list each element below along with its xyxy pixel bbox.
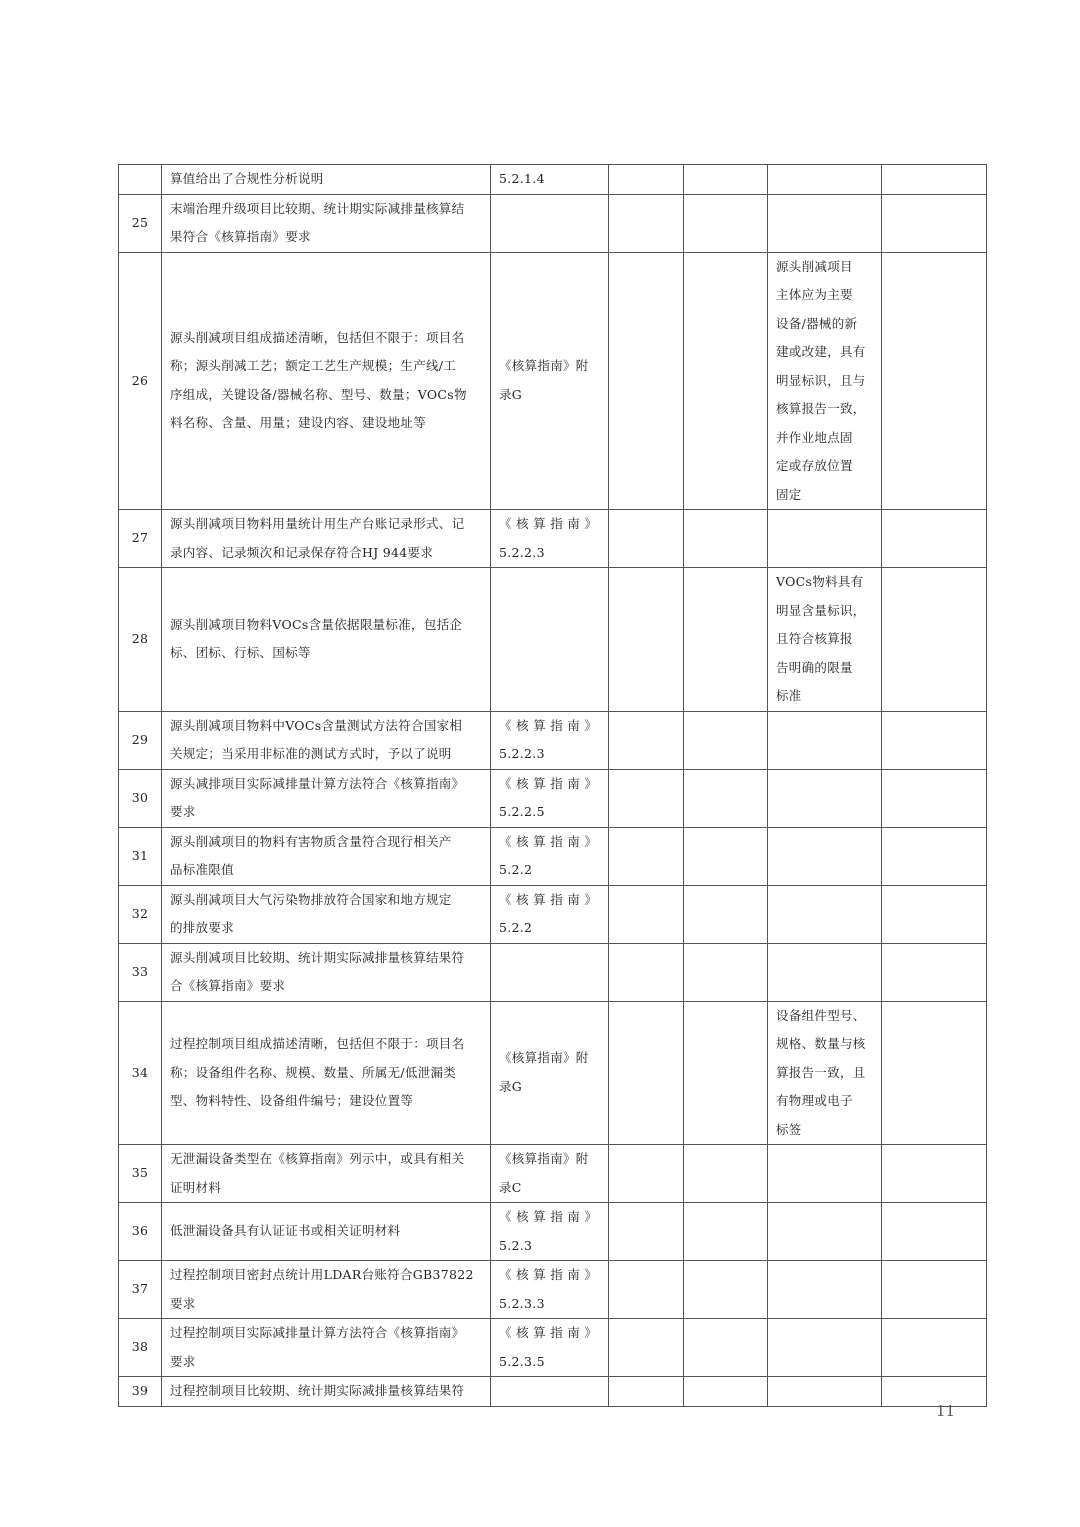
empty-cell xyxy=(609,1377,684,1407)
note-cell xyxy=(768,165,882,195)
reference-cell xyxy=(491,943,609,1001)
item-cell-text: 源头减排项目实际减排量计算方法符合《核算指南》 要求 xyxy=(170,775,465,819)
item-cell xyxy=(162,1203,491,1261)
empty-cell xyxy=(684,568,768,712)
reference-cell xyxy=(491,711,609,769)
row-number-cell-text: 31 xyxy=(131,847,149,863)
empty-cell xyxy=(684,1203,768,1261)
row-number-cell-text: 34 xyxy=(131,1064,149,1080)
note-cell-text: 设备组件型号、 规格、数量与核 算报告一致，且 有物理或电子 标签 xyxy=(776,1007,866,1137)
empty-cell xyxy=(882,769,987,827)
empty-cell xyxy=(609,1319,684,1377)
item-cell-text: 源头削减项目大气污染物排放符合国家和地方规定 的排放要求 xyxy=(170,891,452,935)
empty-cell xyxy=(609,827,684,885)
empty-cell xyxy=(882,711,987,769)
empty-cell xyxy=(609,1261,684,1319)
reference-cell-text: 《 核 算 指 南 》 5.2.2 xyxy=(499,891,598,935)
row-number-cell-text: 36 xyxy=(131,1223,149,1239)
page-number: 11 xyxy=(936,1402,956,1420)
empty-cell xyxy=(609,711,684,769)
row-number-cell-text: 29 xyxy=(131,731,149,747)
empty-cell xyxy=(609,1203,684,1261)
empty-cell xyxy=(882,1261,987,1319)
note-cell xyxy=(768,1145,882,1203)
reference-cell-text: 《 核 算 指 南 》 5.2.3 xyxy=(499,1209,598,1253)
reference-cell xyxy=(491,568,609,712)
note-cell xyxy=(768,1377,882,1407)
empty-cell xyxy=(609,165,684,195)
reference-cell-text: 《 核 算 指 南 》 5.2.3.5 xyxy=(499,1325,598,1369)
empty-cell xyxy=(684,194,768,252)
item-cell-text: 源头削减项目组成描述清晰，包括但不限于：项目名 称；源头削减工艺；额定工艺生产规模；生产线/工 序组成，关键设备/器械名称、型号、数量；VOCs物 料名称、含量、用量；建设内容、建设地址等 xyxy=(170,329,467,431)
row-number-cell-text: 27 xyxy=(131,530,149,546)
item-cell xyxy=(162,885,491,943)
empty-cell xyxy=(882,568,987,712)
reference-cell-text: 《 核 算 指 南 》 5.2.3.3 xyxy=(499,1267,598,1311)
empty-cell xyxy=(684,711,768,769)
item-cell xyxy=(162,568,491,712)
item-cell xyxy=(162,711,491,769)
row-number-cell xyxy=(119,510,162,568)
row-number-cell xyxy=(119,943,162,1001)
reference-cell-text: 《 核 算 指 南 》 5.2.2.5 xyxy=(499,775,598,819)
table-row xyxy=(119,827,987,885)
note-cell xyxy=(768,885,882,943)
item-cell xyxy=(162,769,491,827)
row-number-cell xyxy=(119,1261,162,1319)
item-cell xyxy=(162,165,491,195)
reference-cell-text: 《 核 算 指 南 》 5.2.2.3 xyxy=(499,516,598,560)
empty-cell xyxy=(684,1377,768,1407)
empty-cell xyxy=(882,1377,987,1407)
empty-cell xyxy=(882,943,987,1001)
table-row xyxy=(119,943,987,1001)
row-number-cell-text: 32 xyxy=(131,905,149,921)
note-cell xyxy=(768,827,882,885)
table-row xyxy=(119,769,987,827)
reference-cell xyxy=(491,827,609,885)
item-cell xyxy=(162,252,491,510)
reference-cell xyxy=(491,1145,609,1203)
reference-cell xyxy=(491,1203,609,1261)
table-row xyxy=(119,1261,987,1319)
empty-cell xyxy=(609,510,684,568)
empty-cell xyxy=(882,252,987,510)
item-cell-text: 源头削减项目物料中VOCs含量测试方法符合国家相 关规定；当采用非标准的测试方式时，予以了说明 xyxy=(170,717,463,761)
note-cell xyxy=(768,943,882,1001)
item-cell xyxy=(162,510,491,568)
table-row xyxy=(119,568,987,712)
item-cell xyxy=(162,1377,491,1407)
empty-cell xyxy=(684,165,768,195)
empty-cell xyxy=(609,943,684,1001)
row-number-cell xyxy=(119,1203,162,1261)
item-cell-text: 过程控制项目组成描述清晰，包括但不限于：项目名 称；设备组件名称、规模、数量、所属无/低泄漏类 型、物料特性、设备组件编号；建设位置等 xyxy=(170,1036,465,1108)
reference-cell xyxy=(491,510,609,568)
empty-cell xyxy=(684,510,768,568)
reference-cell xyxy=(491,165,609,195)
empty-cell xyxy=(882,1319,987,1377)
row-number-cell-text: 35 xyxy=(131,1165,149,1181)
note-cell xyxy=(768,252,882,510)
empty-cell xyxy=(684,943,768,1001)
empty-cell xyxy=(609,568,684,712)
empty-cell xyxy=(684,1145,768,1203)
empty-cell xyxy=(684,769,768,827)
table-row xyxy=(119,252,987,510)
note-cell xyxy=(768,194,882,252)
item-cell-text: 源头削减项目物料用量统计用生产台账记录形式、记 录内容、记录频次和记录保存符合HJ 944要求 xyxy=(170,516,465,560)
table-row xyxy=(119,885,987,943)
table-row xyxy=(119,1203,987,1261)
row-number-cell xyxy=(119,1001,162,1145)
row-number-cell-text: 39 xyxy=(131,1383,149,1398)
reference-cell xyxy=(491,194,609,252)
item-cell-text: 过程控制项目密封点统计用LDAR台账符合GB37822 要求 xyxy=(170,1267,474,1311)
empty-cell xyxy=(882,1203,987,1261)
empty-cell xyxy=(609,769,684,827)
empty-cell xyxy=(882,165,987,195)
reference-cell xyxy=(491,885,609,943)
row-number-cell xyxy=(119,1319,162,1377)
row-number-cell xyxy=(119,769,162,827)
table-row xyxy=(119,165,987,195)
row-number-cell-text: 38 xyxy=(131,1339,149,1355)
row-number-cell xyxy=(119,827,162,885)
row-number-cell-text: 26 xyxy=(131,372,149,388)
row-number-cell-text: 25 xyxy=(131,214,149,230)
empty-cell xyxy=(882,194,987,252)
empty-cell xyxy=(609,1001,684,1145)
row-number-cell xyxy=(119,252,162,510)
row-number-cell xyxy=(119,711,162,769)
note-cell xyxy=(768,769,882,827)
item-cell-text: 算值给出了合规性分析说明 xyxy=(170,171,324,186)
reference-cell-text: 《核算指南》附 录G xyxy=(499,358,589,402)
empty-cell xyxy=(609,1145,684,1203)
row-number-cell xyxy=(119,885,162,943)
reference-cell xyxy=(491,252,609,510)
row-number-cell-text: 37 xyxy=(131,1281,149,1297)
row-number-cell xyxy=(119,194,162,252)
note-cell xyxy=(768,1261,882,1319)
empty-cell xyxy=(684,827,768,885)
empty-cell xyxy=(882,1145,987,1203)
item-cell xyxy=(162,1001,491,1145)
reference-cell xyxy=(491,1319,609,1377)
note-cell-text: 源头削减项目 主体应为主要 设备/器械的新 建或改建，具有 明显标识，且与 核算报告一致， 并作业地点固 定或存放位置 固定 xyxy=(776,258,866,502)
item-cell xyxy=(162,1145,491,1203)
reference-cell-text: 5.2.1.4 xyxy=(499,171,545,186)
reference-cell-text: 《核算指南》附 录C xyxy=(499,1151,589,1195)
row-number-cell-text: 30 xyxy=(131,789,149,805)
item-cell-text: 源头削减项目的物料有害物质含量符合现行相关产 品标准限值 xyxy=(170,833,452,877)
item-cell-text: 源头削减项目物料VOCs含量依据限量标准，包括企 标、团标、行标、国标等 xyxy=(170,616,463,661)
empty-cell xyxy=(882,827,987,885)
row-number-cell xyxy=(119,165,162,195)
checklist-table xyxy=(118,164,987,1407)
row-number-cell xyxy=(119,1145,162,1203)
note-cell-text: VOCs物料具有 明显含量标识， 且符合核算报 告明确的限量 标准 xyxy=(776,574,866,703)
empty-cell xyxy=(609,252,684,510)
empty-cell xyxy=(882,1001,987,1145)
row-number-cell xyxy=(119,1377,162,1407)
note-cell xyxy=(768,1319,882,1377)
note-cell xyxy=(768,568,882,712)
empty-cell xyxy=(684,252,768,510)
empty-cell xyxy=(609,194,684,252)
empty-cell xyxy=(882,510,987,568)
empty-cell xyxy=(684,1001,768,1145)
note-cell xyxy=(768,510,882,568)
reference-cell xyxy=(491,1377,609,1407)
reference-cell xyxy=(491,769,609,827)
row-number-cell xyxy=(119,568,162,712)
item-cell-text: 无泄漏设备类型在《核算指南》列示中，或具有相关 证明材料 xyxy=(170,1151,465,1195)
item-cell-text: 低泄漏设备具有认证证书或相关证明材料 xyxy=(170,1223,401,1239)
empty-cell xyxy=(609,885,684,943)
empty-cell xyxy=(684,1261,768,1319)
reference-cell-text: 《核算指南》附 录G xyxy=(499,1050,589,1094)
reference-cell xyxy=(491,1261,609,1319)
reference-cell-text: 《 核 算 指 南 》 5.2.2 xyxy=(499,833,598,877)
row-number-cell-text: 33 xyxy=(131,963,149,979)
item-cell-text: 过程控制项目实际减排量计算方法符合《核算指南》 要求 xyxy=(170,1325,465,1369)
note-cell xyxy=(768,1203,882,1261)
note-cell xyxy=(768,711,882,769)
table-row xyxy=(119,711,987,769)
reference-cell xyxy=(491,1001,609,1145)
item-cell-text: 末端治理升级项目比较期、统计期实际减排量核算结 果符合《核算指南》要求 xyxy=(170,200,465,244)
table-row xyxy=(119,1145,987,1203)
item-cell xyxy=(162,1319,491,1377)
table-row xyxy=(119,194,987,252)
table-row xyxy=(119,510,987,568)
item-cell xyxy=(162,194,491,252)
empty-cell xyxy=(684,1319,768,1377)
item-cell-text: 过程控制项目比较期、统计期实际减排量核算结果符 xyxy=(170,1383,465,1398)
table-row xyxy=(119,1377,987,1407)
empty-cell xyxy=(882,885,987,943)
row-number-cell-text: 28 xyxy=(131,631,149,646)
item-cell-text: 源头削减项目比较期、统计期实际减排量核算结果符 合《核算指南》要求 xyxy=(170,949,465,993)
reference-cell-text: 《 核 算 指 南 》 5.2.2.3 xyxy=(499,717,598,761)
note-cell xyxy=(768,1001,882,1145)
item-cell xyxy=(162,943,491,1001)
table-row xyxy=(119,1319,987,1377)
item-cell xyxy=(162,827,491,885)
item-cell xyxy=(162,1261,491,1319)
empty-cell xyxy=(684,885,768,943)
table-row xyxy=(119,1001,987,1145)
